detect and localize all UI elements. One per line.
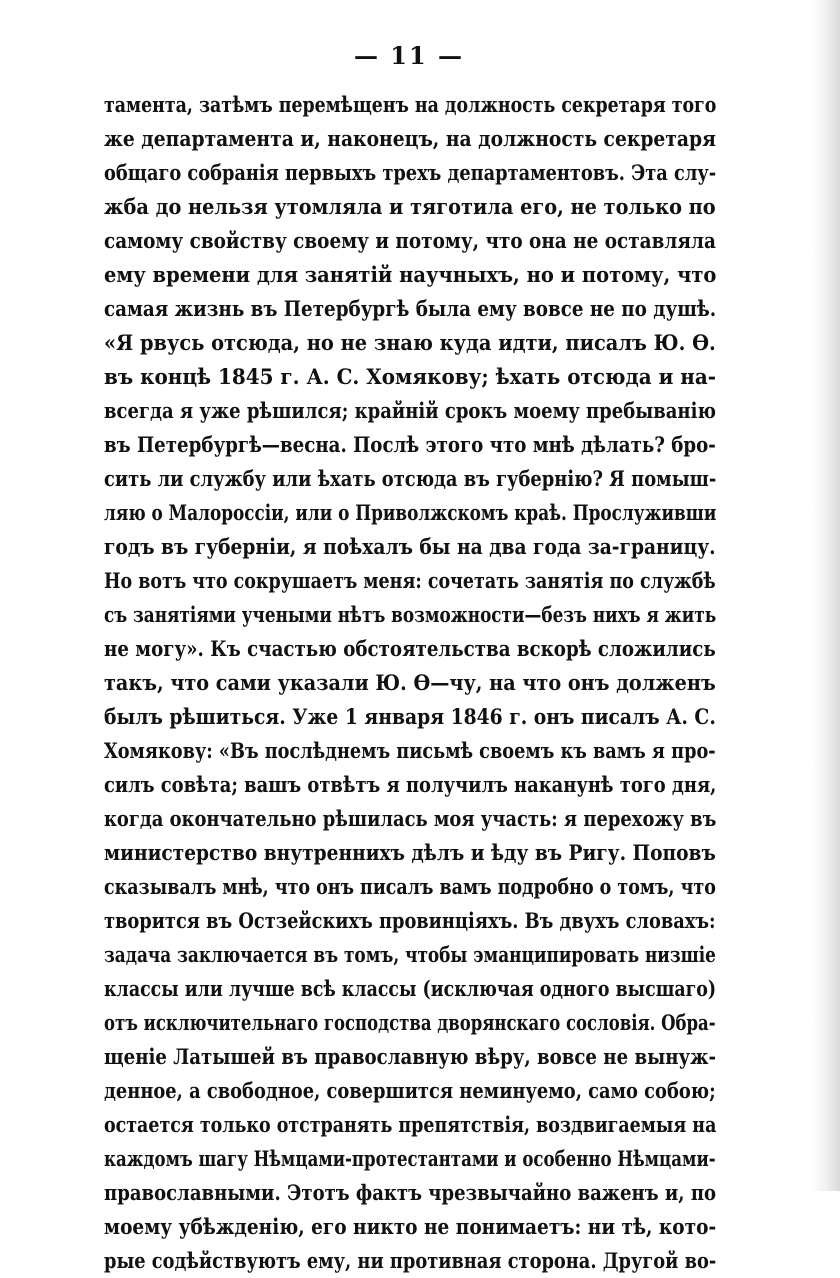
text-line: всегда я уже рѣшился; крайній срокъ моему пребыванію	[104, 398, 716, 423]
text-line: былъ рѣшиться. Уже 1 января 1846 г. онъ писалъ А. С.	[104, 704, 716, 729]
text-line: Хомякову: «Въ послѣднемъ письмѣ своемъ къ вамъ я про-	[104, 738, 716, 763]
text-line: рые содѣйствуютъ ему, ни противная сторона. Другой во-	[104, 1248, 717, 1273]
page-number: — 11 —	[353, 41, 465, 70]
text-line: въ Петербургѣ—весна. Послѣ этого что мнѣ дѣлать? бро-	[104, 432, 716, 457]
text-line: Но вотъ что сокрушаетъ меня: сочетать занятія по службѣ	[104, 568, 716, 593]
text-line: общаго собранія первыхъ трехъ департаментовъ. Эта слу-	[104, 160, 717, 185]
text-line: въ концѣ 1845 г. А. С. Хомякову; ѣхать отсюда и на-	[104, 364, 717, 389]
text-line: классы или лучше всѣ классы (исключая одного высшаго)	[104, 976, 717, 1001]
text-line: ему времени для занятій научныхъ, но и потому, что	[104, 262, 717, 287]
text-line: годъ въ губерніи, я поѣхалъ бы на два года за-границу.	[104, 534, 716, 559]
page-edge-shadow	[812, 0, 840, 1191]
text-line: отъ исключительнаго господства дворянскаго сословія. Обра-	[104, 1010, 716, 1035]
text-line: «Я рвусь отсюда, но не знаю куда идти, писалъ Ю. Ѳ.	[104, 330, 716, 355]
text-line: самая жизнь въ Петербургѣ была ему вовсе не по душѣ.	[104, 296, 717, 321]
body-text	[104, 88, 716, 1278]
text-line: же департамента и, наконецъ, на должность секретаря	[104, 126, 716, 151]
text-line: силъ совѣта; вашъ отвѣтъ я получилъ наканунѣ того дня,	[104, 772, 717, 797]
text-line: министерство внутреннихъ дѣлъ и ѣду въ Ригу. Поповъ	[104, 840, 716, 865]
text-line: когда окончательно рѣшилась моя участь: я перехожу въ	[104, 806, 717, 831]
text-line: такъ, что сами указали Ю. Ѳ—чу, на что онъ долженъ	[104, 670, 716, 695]
text-line: тамента, затѣмъ перемѣщенъ на должность секретаря того	[104, 92, 717, 117]
text-line: каждомъ шагу Нѣмцами-протестантами и особенно Нѣмцами-	[104, 1146, 716, 1171]
text-line: творится въ Остзейскихъ провинціяхъ. Въ двухъ словахъ:	[104, 908, 716, 933]
text-line: сить ли службу или ѣхать отсюда въ губернію? Я помыш-	[104, 466, 717, 491]
text-line: съ занятіями учеными нѣтъ возможности—безъ нихъ я жить	[104, 602, 717, 627]
text-line: православными. Этотъ фактъ чрезвычайно важенъ и, по	[104, 1180, 717, 1205]
text-line: жба до нельзя утомляла и тяготила его, не только по	[104, 194, 716, 219]
text-line: моему убѣжденію, его никто не понимаетъ: ни тѣ, кото-	[104, 1214, 717, 1239]
text-line: сказывалъ мнѣ, что онъ писалъ вамъ подробно о томъ, что	[104, 874, 716, 899]
text-line: самому свойству своему и потому, что она не оставляла	[104, 228, 716, 253]
text-line: денное, а свободное, совершится неминуемо, само собою;	[104, 1078, 716, 1103]
text-line: ляю о Малороссіи, или о Приволжскомъ краѣ. Прослуживши	[104, 500, 717, 525]
text-line: не могу». Къ счастью обстоятельства вскорѣ сложились	[104, 636, 716, 661]
text-line: остается только отстранять препятствія, воздвигаемыя на	[104, 1112, 717, 1137]
text-line: задача заключается въ томъ, чтобы эманципировать низшіе	[104, 942, 716, 967]
text-line: щеніе Латышей въ православную вѣру, вовсе не вынуж-	[104, 1044, 717, 1069]
